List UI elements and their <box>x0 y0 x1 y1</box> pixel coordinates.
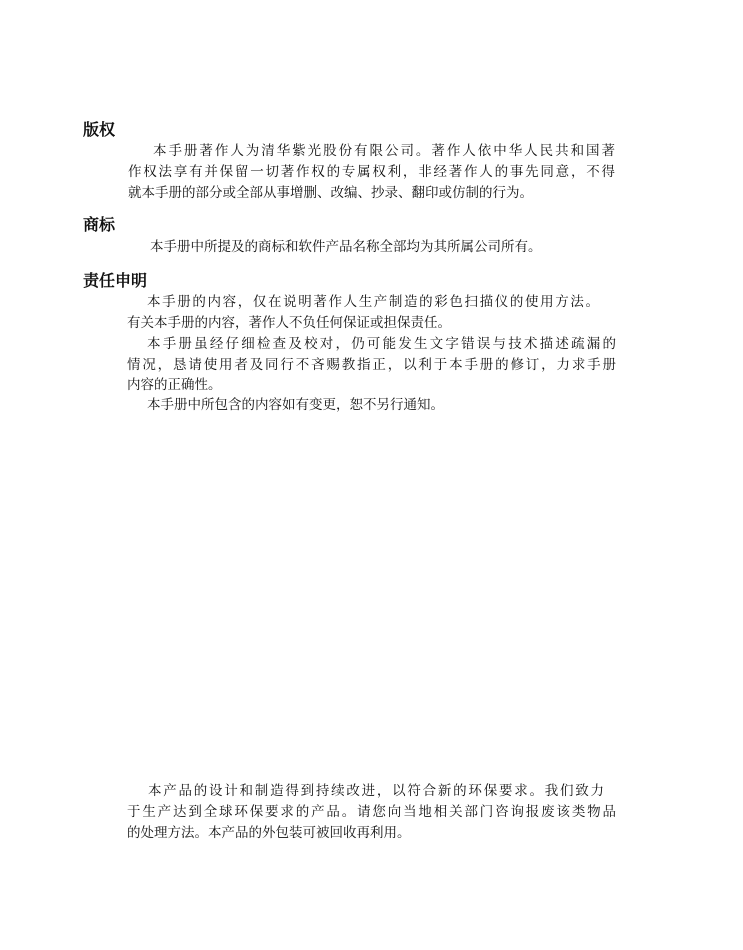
environment-line-1: 本产品的设计和制造得到持续改进，以符合新的环保要求。我们致力 <box>148 783 604 799</box>
disclaimer-line-2: 有关本手册的内容，著作人不负任何保证或担保责任。 <box>127 315 451 331</box>
disclaimer-line-6: 本手册中所包含的内容如有变更，恕不另行通知。 <box>147 397 444 413</box>
environment-line-2: 于生产达到全球环保要求的产品。请您向当地相关部门咨询报废该类物品 <box>127 804 616 820</box>
copyright-line-3: 就本手册的部分或全部从事增删、改编、抄录、翻印或仿制的行为。 <box>128 185 533 201</box>
disclaimer-line-3: 本手册虽经仔细检查及校对，仍可能发生文字错误与技术描述疏漏的 <box>147 336 616 352</box>
disclaimer-line-4: 情况，恳请使用者及同行不吝赐教指正，以利于本手册的修订，力求手册 <box>127 357 616 373</box>
copyright-line-1: 本手册著作人为清华紫光股份有限公司。著作人依中华人民共和国著 <box>153 143 615 159</box>
disclaimer-heading: 责任申明 <box>83 271 148 290</box>
copyright-heading: 版权 <box>83 120 116 139</box>
trademark-heading: 商标 <box>83 215 116 234</box>
trademark-line-1: 本手册中所提及的商标和软件产品名称全部均为其所属公司所有。 <box>150 239 542 255</box>
disclaimer-line-1: 本手册的内容，仅在说明著作人生产制造的彩色扫描仪的使用方法。 <box>147 294 599 310</box>
environment-line-3: 的处理方法。本产品的外包装可被回收再利用。 <box>127 825 411 841</box>
copyright-line-2: 作权法享有并保留一切著作权的专属权利，非经著作人的事先同意，不得 <box>128 164 615 180</box>
disclaimer-line-5: 内容的正确性。 <box>127 377 222 393</box>
